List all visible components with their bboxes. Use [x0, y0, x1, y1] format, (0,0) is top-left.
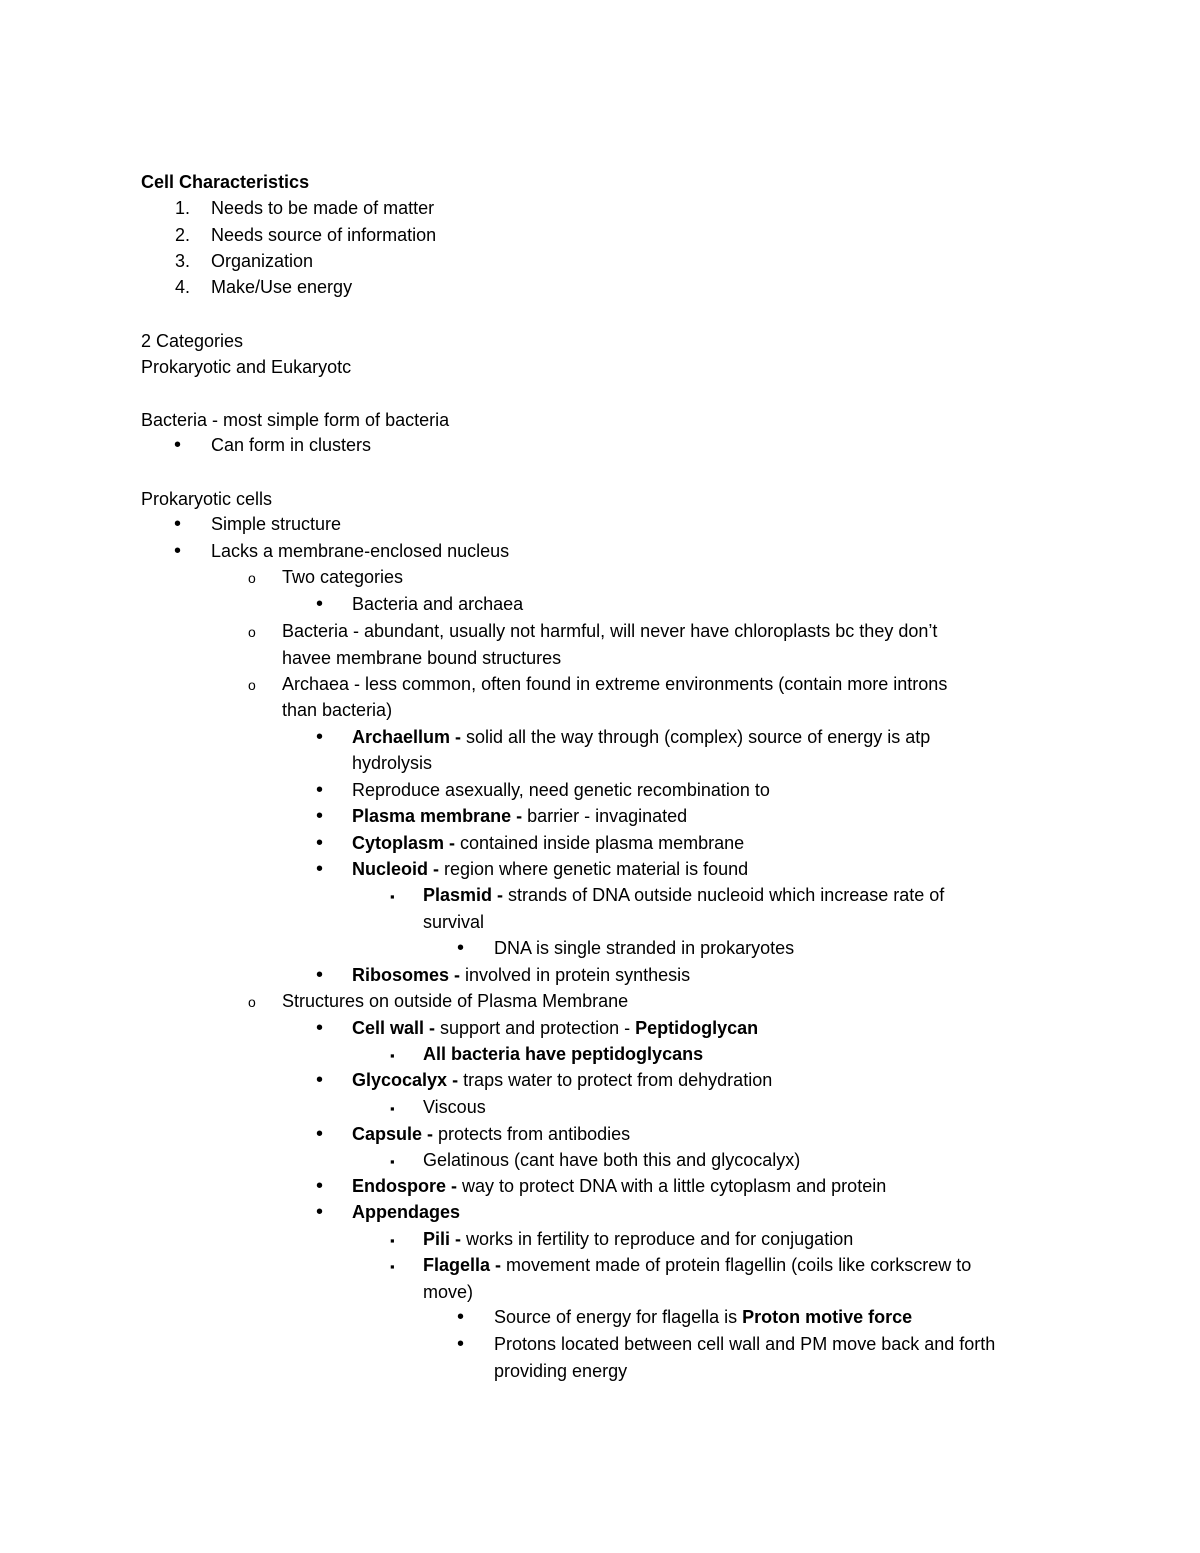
square-bullet-icon — [390, 1252, 395, 1278]
list-item: Archaea - less common, often found in extreme environments (contain more introns — [282, 674, 948, 694]
bullet-icon — [316, 1067, 323, 1093]
list-item: DNA is single stranded in prokaryotes — [494, 938, 795, 958]
term: Cell wall - — [352, 1018, 441, 1038]
term-desc: involved in protein synthesis — [465, 965, 691, 985]
list-item-continuation: than bacteria) — [282, 700, 393, 720]
term: Capsule - — [352, 1124, 439, 1144]
list-item: Needs to be made of matter — [211, 198, 435, 218]
list-item: Bacteria - abundant, usually not harmful, will never have chloroplasts bc they don’t — [282, 621, 938, 641]
term: Pili - — [423, 1229, 467, 1249]
list-item: Simple structure — [211, 514, 342, 534]
list-item: Gelatinous (cant have both this and glycocalyx) — [423, 1150, 801, 1170]
list-item — [352, 1173, 886, 1199]
bullet-icon — [316, 962, 323, 988]
list-item — [352, 1121, 630, 1147]
bullet-icon — [316, 724, 323, 750]
term-desc: support and protection - — [440, 1018, 636, 1038]
term-desc: way to protect DNA with a little cytoplasm and protein — [462, 1176, 887, 1196]
bullet-icon — [316, 1173, 323, 1199]
section-heading: Prokaryotic cells — [141, 489, 273, 509]
term-desc: protects from antibodies — [438, 1124, 631, 1144]
term-desc: barrier - invaginated — [527, 806, 688, 826]
list-item: Lacks a membrane-enclosed nucleus — [211, 541, 510, 561]
square-bullet-icon — [390, 1094, 395, 1120]
categories-line: Prokaryotic and Eukaryotc — [141, 357, 352, 377]
list-item-continuation: hydrolysis — [352, 753, 433, 773]
term-desc: region where genetic material is found — [444, 859, 749, 879]
page-title: Cell Characteristics — [141, 172, 310, 192]
bullet-icon — [316, 1121, 323, 1147]
bullet-icon — [316, 856, 323, 882]
bullet-icon — [316, 777, 323, 803]
bullet-icon — [457, 1304, 464, 1330]
bullet-icon — [316, 803, 323, 829]
square-bullet-icon — [390, 882, 395, 908]
term: Endospore - — [352, 1176, 463, 1196]
term: Cytoplasm - — [352, 833, 461, 853]
term: Glycocalyx - — [352, 1070, 464, 1090]
list-item — [352, 724, 930, 750]
list-item — [352, 803, 687, 829]
bullet-icon — [316, 591, 323, 617]
list-item — [352, 1067, 772, 1093]
list-item: Structures on outside of Plasma Membrane — [282, 991, 629, 1011]
list-item — [352, 1015, 758, 1041]
bullet-icon — [457, 1331, 464, 1357]
circle-bullet-icon — [248, 618, 256, 644]
term: Peptidoglycan — [635, 1018, 759, 1038]
list-item-continuation: survival — [423, 912, 485, 932]
list-item: Bacteria and archaea — [352, 594, 524, 614]
bullet-icon — [174, 538, 181, 564]
list-item-continuation: providing energy — [494, 1361, 628, 1381]
list-item — [423, 1226, 853, 1252]
list-item: Viscous — [423, 1097, 486, 1117]
square-bullet-icon — [390, 1226, 395, 1252]
term-desc: traps water to protect from dehydration — [463, 1070, 773, 1090]
list-item — [352, 856, 748, 882]
list-number: 4. — [175, 277, 191, 297]
term: Nucleoid - — [352, 859, 445, 879]
term: Plasma membrane - — [352, 806, 528, 826]
term-desc: solid all the way through (complex) source of energy is atp — [466, 727, 931, 747]
circle-bullet-icon — [248, 988, 256, 1014]
term: Plasmid - — [423, 885, 509, 905]
square-bullet-icon — [390, 1147, 395, 1173]
list-item — [352, 830, 744, 856]
term-desc: strands of DNA outside nucleoid which increase rate of — [508, 885, 945, 905]
term-desc: contained inside plasma membrane — [460, 833, 745, 853]
categories-line: 2 Categories — [141, 331, 244, 351]
list-item — [494, 1304, 912, 1330]
term: Archaellum - — [352, 727, 467, 747]
bullet-icon — [316, 1015, 323, 1041]
bacteria-line: Bacteria - most simple form of bacteria — [141, 410, 450, 430]
bullet-icon — [316, 1199, 323, 1225]
term-desc: works in fertility to reproduce and for conjugation — [466, 1229, 854, 1249]
list-item: Reproduce asexually, need genetic recombination to — [352, 780, 770, 800]
list-item: Protons located between cell wall and PM move back and forth — [494, 1334, 996, 1354]
list-item-continuation: move) — [423, 1282, 474, 1302]
item-text: Source of energy for flagella is — [494, 1307, 743, 1327]
list-item — [352, 962, 690, 988]
list-item: Can form in clusters — [211, 435, 372, 455]
list-number: 3. — [175, 251, 191, 271]
term: Flagella - — [423, 1255, 507, 1275]
term-desc: movement made of protein flagellin (coils like corkscrew to — [506, 1255, 972, 1275]
bullet-icon — [174, 432, 181, 458]
list-number: 2. — [175, 225, 191, 245]
list-number: 1. — [175, 198, 191, 218]
list-item-continuation: havee membrane bound structures — [282, 648, 562, 668]
bullet-icon — [316, 830, 323, 856]
list-item: Needs source of information — [211, 225, 437, 245]
bullet-icon — [457, 935, 464, 961]
list-item: Organization — [211, 251, 314, 271]
circle-bullet-icon — [248, 564, 256, 590]
list-item — [423, 882, 944, 908]
square-bullet-icon — [390, 1041, 395, 1067]
list-item: Appendages — [352, 1202, 461, 1222]
bullet-icon — [174, 511, 181, 537]
term: Ribosomes - — [352, 965, 466, 985]
list-item: All bacteria have peptidoglycans — [423, 1044, 704, 1064]
list-item: Two categories — [282, 567, 404, 587]
list-item: Make/Use energy — [211, 277, 353, 297]
list-item — [423, 1252, 971, 1278]
circle-bullet-icon — [248, 671, 256, 697]
term: Proton motive force — [742, 1307, 913, 1327]
